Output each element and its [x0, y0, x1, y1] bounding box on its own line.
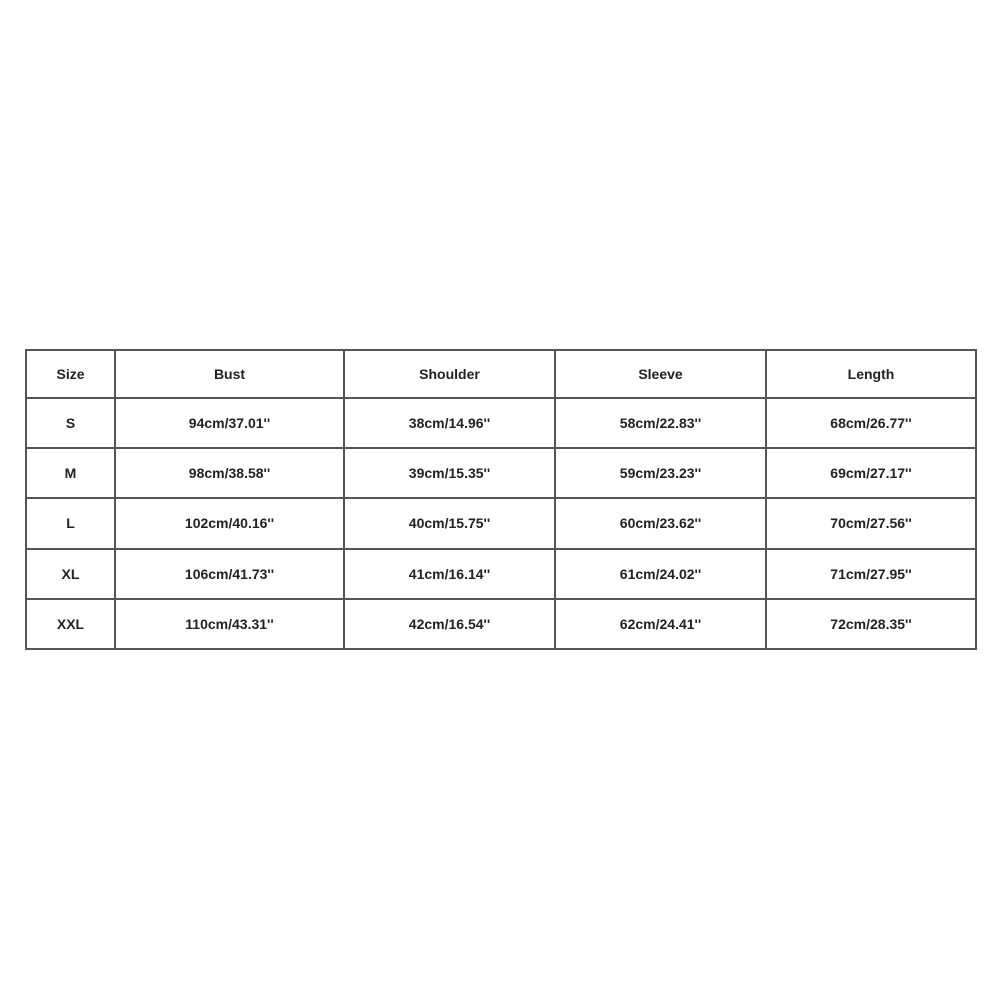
table-row [26, 448, 976, 498]
cell-sleeve: 60cm/23.62'' [555, 498, 766, 548]
cell-shoulder: 38cm/14.96'' [344, 398, 555, 448]
cell-size: XL [26, 549, 115, 599]
cell-sleeve: 59cm/23.23'' [555, 448, 766, 498]
table-row [26, 549, 976, 599]
cell-length: 68cm/26.77'' [766, 398, 976, 448]
cell-bust: 102cm/40.16'' [115, 498, 344, 548]
cell-sleeve: 62cm/24.41'' [555, 599, 766, 649]
cell-sleeve: 61cm/24.02'' [555, 549, 766, 599]
cell-size: S [26, 398, 115, 448]
header-size: Size [26, 350, 115, 398]
table-row [26, 498, 976, 548]
cell-shoulder: 41cm/16.14'' [344, 549, 555, 599]
cell-size: XXL [26, 599, 115, 649]
cell-sleeve: 58cm/22.83'' [555, 398, 766, 448]
header-sleeve: Sleeve [555, 350, 766, 398]
cell-bust: 98cm/38.58'' [115, 448, 344, 498]
header-bust: Bust [115, 350, 344, 398]
table-row [26, 599, 976, 649]
cell-length: 71cm/27.95'' [766, 549, 976, 599]
cell-length: 69cm/27.17'' [766, 448, 976, 498]
header-length: Length [766, 350, 976, 398]
cell-shoulder: 39cm/15.35'' [344, 448, 555, 498]
cell-length: 72cm/28.35'' [766, 599, 976, 649]
cell-bust: 110cm/43.31'' [115, 599, 344, 649]
cell-size: L [26, 498, 115, 548]
cell-bust: 94cm/37.01'' [115, 398, 344, 448]
cell-size: M [26, 448, 115, 498]
cell-length: 70cm/27.56'' [766, 498, 976, 548]
table-header-row [26, 350, 976, 398]
header-shoulder: Shoulder [344, 350, 555, 398]
cell-shoulder: 40cm/15.75'' [344, 498, 555, 548]
size-chart-table [25, 349, 977, 650]
cell-shoulder: 42cm/16.54'' [344, 599, 555, 649]
table-row [26, 398, 976, 448]
cell-bust: 106cm/41.73'' [115, 549, 344, 599]
